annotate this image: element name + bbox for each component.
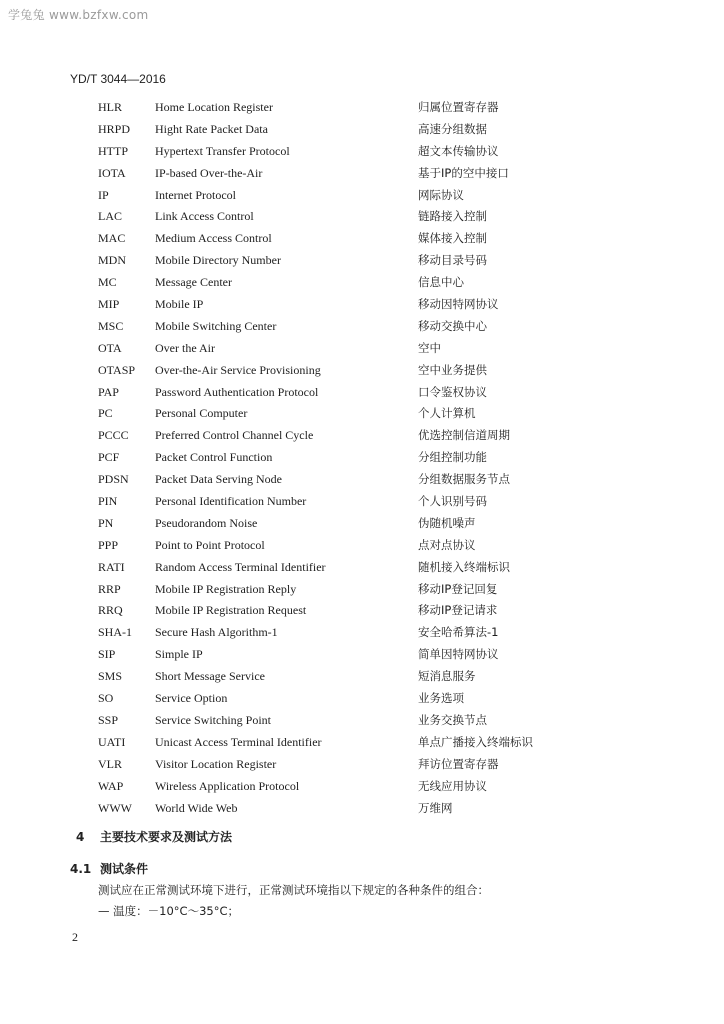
- body-paragraph: 测试应在正常测试环境下进行，正常测试环境指以下规定的各种条件的组合：: [98, 883, 489, 897]
- abbreviation-row: [98, 228, 698, 250]
- abbreviation-row: [98, 754, 698, 776]
- abbreviation-row: [98, 776, 698, 798]
- abbreviation: UATI: [98, 734, 126, 749]
- abbreviation-row: [98, 600, 698, 622]
- chinese-term: 高速分组数据: [418, 121, 487, 136]
- abbreviation-row: [98, 513, 698, 535]
- abbreviation-row: [98, 710, 698, 732]
- abbreviation: PC: [98, 406, 113, 421]
- page-number: 2: [72, 930, 78, 944]
- english-term: Random Access Terminal Identifier: [155, 559, 326, 574]
- chinese-term: 随机接入终端标识: [418, 559, 510, 574]
- abbreviation-row: [98, 141, 698, 163]
- english-term: Mobile Directory Number: [155, 253, 281, 268]
- section-4-1-heading: [70, 860, 148, 877]
- english-term: Service Switching Point: [155, 712, 271, 727]
- abbreviation-row: [98, 469, 698, 491]
- chinese-term: 网际协议: [418, 187, 464, 202]
- abbreviation-row: [98, 798, 698, 820]
- abbreviation-row: [98, 119, 698, 141]
- section-title: 主要技术要求及测试方法: [100, 830, 233, 844]
- english-term: Medium Access Control: [155, 231, 272, 246]
- english-term: Simple IP: [155, 647, 203, 662]
- chinese-term: 短消息服务: [418, 669, 476, 684]
- abbreviation-row: [98, 185, 698, 207]
- chinese-term: 业务交换节点: [418, 712, 487, 727]
- abbreviation: OTASP: [98, 362, 136, 377]
- english-term: Link Access Control: [155, 209, 254, 224]
- abbreviation-row: [98, 732, 698, 754]
- abbreviation: RATI: [98, 559, 125, 574]
- abbreviation-row: [98, 447, 698, 469]
- abbreviation-row: [98, 316, 698, 338]
- english-term: World Wide Web: [155, 800, 238, 815]
- english-term: Password Authentication Protocol: [155, 384, 319, 399]
- section-4-heading: [76, 828, 232, 845]
- english-term: IP-based Over-the-Air: [155, 165, 263, 180]
- abbreviation-row: [98, 425, 698, 447]
- abbreviation: PPP: [98, 537, 119, 552]
- english-term: Personal Computer: [155, 406, 248, 421]
- abbreviation-row: [98, 557, 698, 579]
- abbreviation: HTTP: [98, 143, 128, 158]
- chinese-term: 分组控制功能: [418, 450, 487, 465]
- english-term: Secure Hash Algorithm-1: [155, 625, 278, 640]
- english-term: Mobile IP Registration Request: [155, 603, 307, 618]
- chinese-term: 单点广播接入终端标识: [418, 734, 533, 749]
- abbreviation: IOTA: [98, 165, 126, 180]
- chinese-term: 安全哈希算法-1: [418, 625, 499, 640]
- section-number: 4: [76, 830, 85, 844]
- chinese-term: 移动IP登记回复: [418, 581, 498, 596]
- chinese-term: 信息中心: [418, 275, 464, 290]
- abbreviation-row: [98, 666, 698, 688]
- abbreviation-row: [98, 403, 698, 425]
- abbreviation-row: [98, 491, 698, 513]
- english-term: Mobile IP: [155, 297, 204, 312]
- chinese-term: 空中: [418, 340, 441, 355]
- english-term: Over the Air: [155, 340, 215, 355]
- abbreviation-row: [98, 250, 698, 272]
- english-term: Packet Control Function: [155, 450, 273, 465]
- abbreviation: VLR: [98, 756, 122, 771]
- abbreviation: HRPD: [98, 121, 131, 136]
- english-term: Home Location Register: [155, 100, 273, 114]
- abbreviation-row: [98, 294, 698, 316]
- chinese-term: 万维网: [418, 800, 453, 815]
- english-term: Message Center: [155, 275, 232, 290]
- abbreviation-row: [98, 338, 698, 360]
- abbreviation-row: [98, 360, 698, 382]
- chinese-term: 移动目录号码: [418, 253, 487, 268]
- chinese-term: 基于IP的空中接口: [418, 165, 509, 180]
- abbreviation: OTA: [98, 340, 122, 355]
- abbreviation: PN: [98, 515, 114, 530]
- english-term: Service Option: [155, 691, 228, 706]
- chinese-term: 链路接入控制: [418, 209, 487, 224]
- abbreviation: SMS: [98, 669, 123, 684]
- abbreviation-list: [98, 97, 698, 819]
- abbreviation: IP: [98, 187, 109, 202]
- chinese-term: 无线应用协议: [418, 778, 487, 793]
- english-term: Packet Data Serving Node: [155, 472, 282, 487]
- abbreviation-row: [98, 579, 698, 601]
- chinese-term: 个人识别号码: [418, 494, 487, 509]
- chinese-term: 拜访位置寄存器: [418, 756, 499, 771]
- abbreviation: HLR: [98, 100, 122, 114]
- abbreviation: PAP: [98, 384, 119, 399]
- english-term: Short Message Service: [155, 669, 265, 684]
- english-term: Internet Protocol: [155, 187, 236, 202]
- section-number: 4.1: [70, 862, 92, 876]
- english-term: Point to Point Protocol: [155, 537, 265, 552]
- abbreviation: MDN: [98, 253, 127, 268]
- chinese-term: 移动因特网协议: [418, 297, 499, 312]
- abbreviation-row: [98, 97, 698, 119]
- chinese-term: 简单因特网协议: [418, 647, 499, 662]
- chinese-term: 超文本传输协议: [418, 143, 499, 158]
- chinese-term: 空中业务提供: [418, 362, 487, 377]
- abbreviation: PIN: [98, 494, 118, 509]
- english-term: Pseudorandom Noise: [155, 515, 258, 530]
- abbreviation: LAC: [98, 209, 122, 224]
- abbreviation-row: [98, 272, 698, 294]
- chinese-term: 媒体接入控制: [418, 231, 487, 246]
- english-term: Mobile Switching Center: [155, 318, 277, 333]
- section-title: 测试条件: [100, 862, 149, 876]
- abbreviation-row: [98, 163, 698, 185]
- abbreviation: MSC: [98, 318, 124, 333]
- standard-number-header: YD/T 3044—2016: [70, 72, 166, 86]
- chinese-term: 个人计算机: [418, 406, 476, 421]
- chinese-term: 移动IP登记请求: [418, 603, 498, 618]
- abbreviation: PDSN: [98, 472, 129, 487]
- abbreviation: SSP: [98, 712, 119, 727]
- english-term: Hypertext Transfer Protocol: [155, 143, 290, 158]
- chinese-term: 口令鉴权协议: [418, 384, 487, 399]
- abbreviation: MIP: [98, 297, 120, 312]
- chinese-term: 分组数据服务节点: [418, 472, 510, 487]
- abbreviation-row: [98, 382, 698, 404]
- chinese-term: 归属位置寄存器: [418, 100, 499, 114]
- abbreviation: RRP: [98, 581, 121, 596]
- english-term: Personal Identification Number: [155, 494, 307, 509]
- chinese-term: 点对点协议: [418, 537, 476, 552]
- abbreviation: SIP: [98, 647, 116, 662]
- chinese-term: 优选控制信道周期: [418, 428, 510, 443]
- abbreviation-row: [98, 644, 698, 666]
- english-term: Visitor Location Register: [155, 756, 277, 771]
- abbreviation-row: [98, 535, 698, 557]
- english-term: Preferred Control Channel Cycle: [155, 428, 314, 443]
- list-item: — 温度：－10°C～35°C；: [98, 904, 239, 918]
- abbreviation-row: [98, 688, 698, 710]
- english-term: Unicast Access Terminal Identifier: [155, 734, 322, 749]
- abbreviation: WWW: [98, 800, 132, 815]
- abbreviation: SO: [98, 691, 114, 706]
- abbreviation: MC: [98, 275, 117, 290]
- chinese-term: 移动交换中心: [418, 318, 487, 333]
- abbreviation: PCF: [98, 450, 120, 465]
- english-term: Mobile IP Registration Reply: [155, 581, 297, 596]
- watermark: 学兔兔 www.bzfxw.com: [8, 8, 149, 22]
- abbreviation: SHA-1: [98, 625, 133, 640]
- english-term: Wireless Application Protocol: [155, 778, 300, 793]
- abbreviation: WAP: [98, 778, 124, 793]
- abbreviation: RRQ: [98, 603, 123, 618]
- english-term: Over-the-Air Service Provisioning: [155, 362, 321, 377]
- chinese-term: 伪随机噪声: [418, 515, 476, 530]
- abbreviation: PCCC: [98, 428, 129, 443]
- abbreviation-row: [98, 206, 698, 228]
- abbreviation: MAC: [98, 231, 126, 246]
- english-term: Hight Rate Packet Data: [155, 121, 268, 136]
- abbreviation-row: [98, 622, 698, 644]
- chinese-term: 业务选项: [418, 691, 464, 706]
